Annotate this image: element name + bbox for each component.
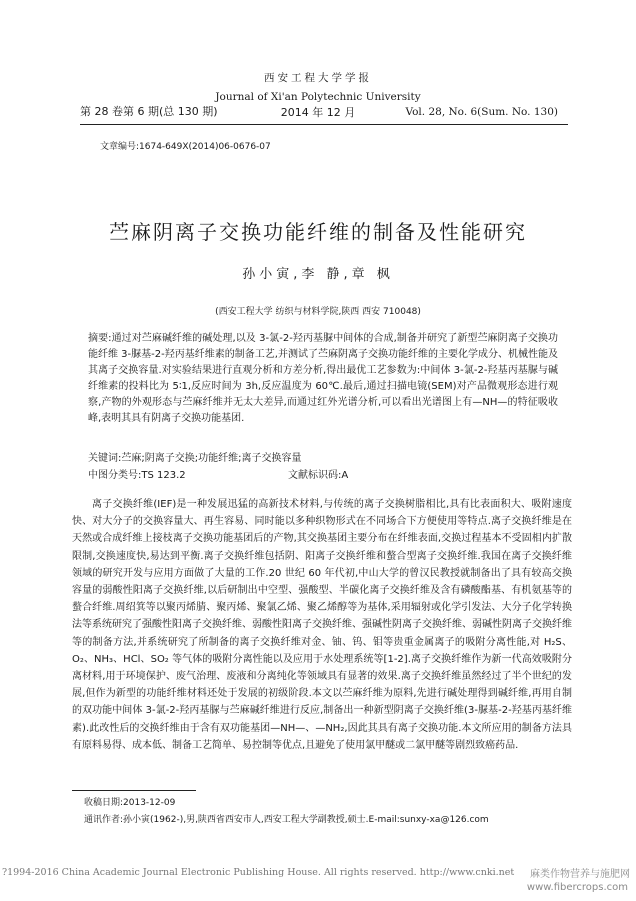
header-rule xyxy=(80,124,568,125)
publication-date: 2014 年 12 月 xyxy=(280,106,356,119)
watermark-url: www.fibercrops.com xyxy=(526,882,628,893)
copyright-footer: ?1994-2016 China Academic Journal Electronic Publishing House. All rights reserved. http://www.cnki.net xyxy=(2,867,515,878)
article-number: 文章编号:1674-649X(2014)06-0676-07 xyxy=(100,142,271,152)
author-info: 通讯作者:孙小寅(1962-),男,陕西省西安市人,西安工程大学副教授,硕士.E-mail:sunxy-xa@126.com xyxy=(84,815,489,825)
paper-title: 苎麻阴离子交换功能纤维的制备及性能研究 xyxy=(109,220,527,244)
received-date: 收稿日期:2013-12-09 xyxy=(84,798,176,808)
body-paragraph: 离子交换纤维(IEF)是一种发展迅猛的高新技术材料,与传统的离子交换树脂相比,具有比表面积大、吸附速度快、对大分子的交换容量大、再生容易、同时能以多种织物形式在不同场合下方便使用等特点.离子交换纤维是在天然或合成纤维上接枝离子交换功能基团后的产物,其交换基团主要分布在纤维表面,交换过程基本不受固相内扩散限制,交换速度快,易达到平衡.离子交换纤维包括阴、阳离子交换纤维和螯合型离子交换纤维.我国在离子交换纤维领域的研究开发与应用方面做了大量的工作.20 世纪 60 年代初,中山大学的曾汉民教授就制备出了具有较高交换容量的弱酸性阳离子交换纤维,以后研制出中空型、强酸型、半碳化离子交换纤维及含有磷酸酯基、有机氨基等的螯合纤维.周绍箕等以聚丙烯腈、聚丙烯、聚氯乙烯、聚乙烯醇等为基体,采用辐射或化学引发法、大分子化学转换法等系统研究了强酸性阳离子交换纤维、弱酸性阳离子交换纤维、强碱性阴离子交换纤维、弱碱性阴离子交换纤维等的制备方法,并系统研究了所制备的离子交换纤维对金、铀、钨、钼等贵重金属离子的吸附分离性能,对 H₂S、O₂、NH₃、HCl、SO₂ 等气体的吸附分离性能以及应用于水处理系统等[1-2].离子交换纤维作为新一代高效吸附分离材料,用于环境保护、废气治理、废液和分离纯化等领域具有显著的效果.离子交换纤维虽然经过了半个世纪的发展,但作为新型的功能纤维材料还处于发展的初级阶段.本文以苎麻纤维为原料,先进行碱处理得到碱纤维,再用自制的双功能中间体 3-氯-2-羟丙基脲与苎麻碱纤维进行反应,制备出一种新型阴离子交换纤维(3-脲基-2-羟基丙基纤维素).此改性后的交换纤维由于含有双功能基团—NH—、—NH₂,因此其具有离子交换功能.本文所应用的制备方法具有原料易得、成本低、制备工艺简单、易控制等优点,且避免了使用氯甲醚或二氯甲醚等剧烈致癌药品. xyxy=(72,499,572,751)
affiliation: (西安工程大学 纺织与材料学院,陕西 西安 710048) xyxy=(215,307,421,317)
issue-cn: 第 28 卷第 6 期(总 130 期) xyxy=(80,105,218,118)
footnote-rule xyxy=(72,790,196,791)
watermark-text: 麻类作物营养与施肥网 xyxy=(530,869,630,880)
journal-name-cn: 西安工程大学学报 xyxy=(264,72,372,84)
issue-en: Vol. 28, No. 6(Sum. No. 130) xyxy=(405,106,558,118)
document-code: 文献标识码:A xyxy=(288,470,349,481)
keywords: 关键词:苎麻;阴离子交换;功能纤维;离子交换容量 xyxy=(88,453,302,464)
journal-name-en: Journal of Xi'an Polytechnic University xyxy=(215,91,421,103)
abstract: 摘要:通过对苎麻碱纤维的碱处理,以及 3-氯-2-羟丙基脲中间体的合成,制备并研究了新型苎麻阴离子交换功能纤维 3-脲基-2-羟丙基纤维素的制备工艺,并测试了苎麻阴离子交换功能纤维的主要化学成分、机械性能及其离子交换容量.对实验结果进行直观分析和方差分析,得出最优工艺参数为:中间体 3-氯-2-羟基丙基脲与碱纤维素的投料比为 5∶1,反应时间为 3h,反应温度为 60℃.最后,通过扫描电镜(SEM)对产品微观形态进行观察,产物的外观形态与苎麻纤维并无太大差异,而通过红外光谱分析,可以看出光谱图上有—NH—的特征吸收峰,表明其具有阴离子交换功能基团. xyxy=(88,333,558,424)
authors: 孙小寅,李 静,章 枫 xyxy=(242,267,394,282)
classification-number: 中图分类号:TS 123.2 xyxy=(88,470,186,481)
